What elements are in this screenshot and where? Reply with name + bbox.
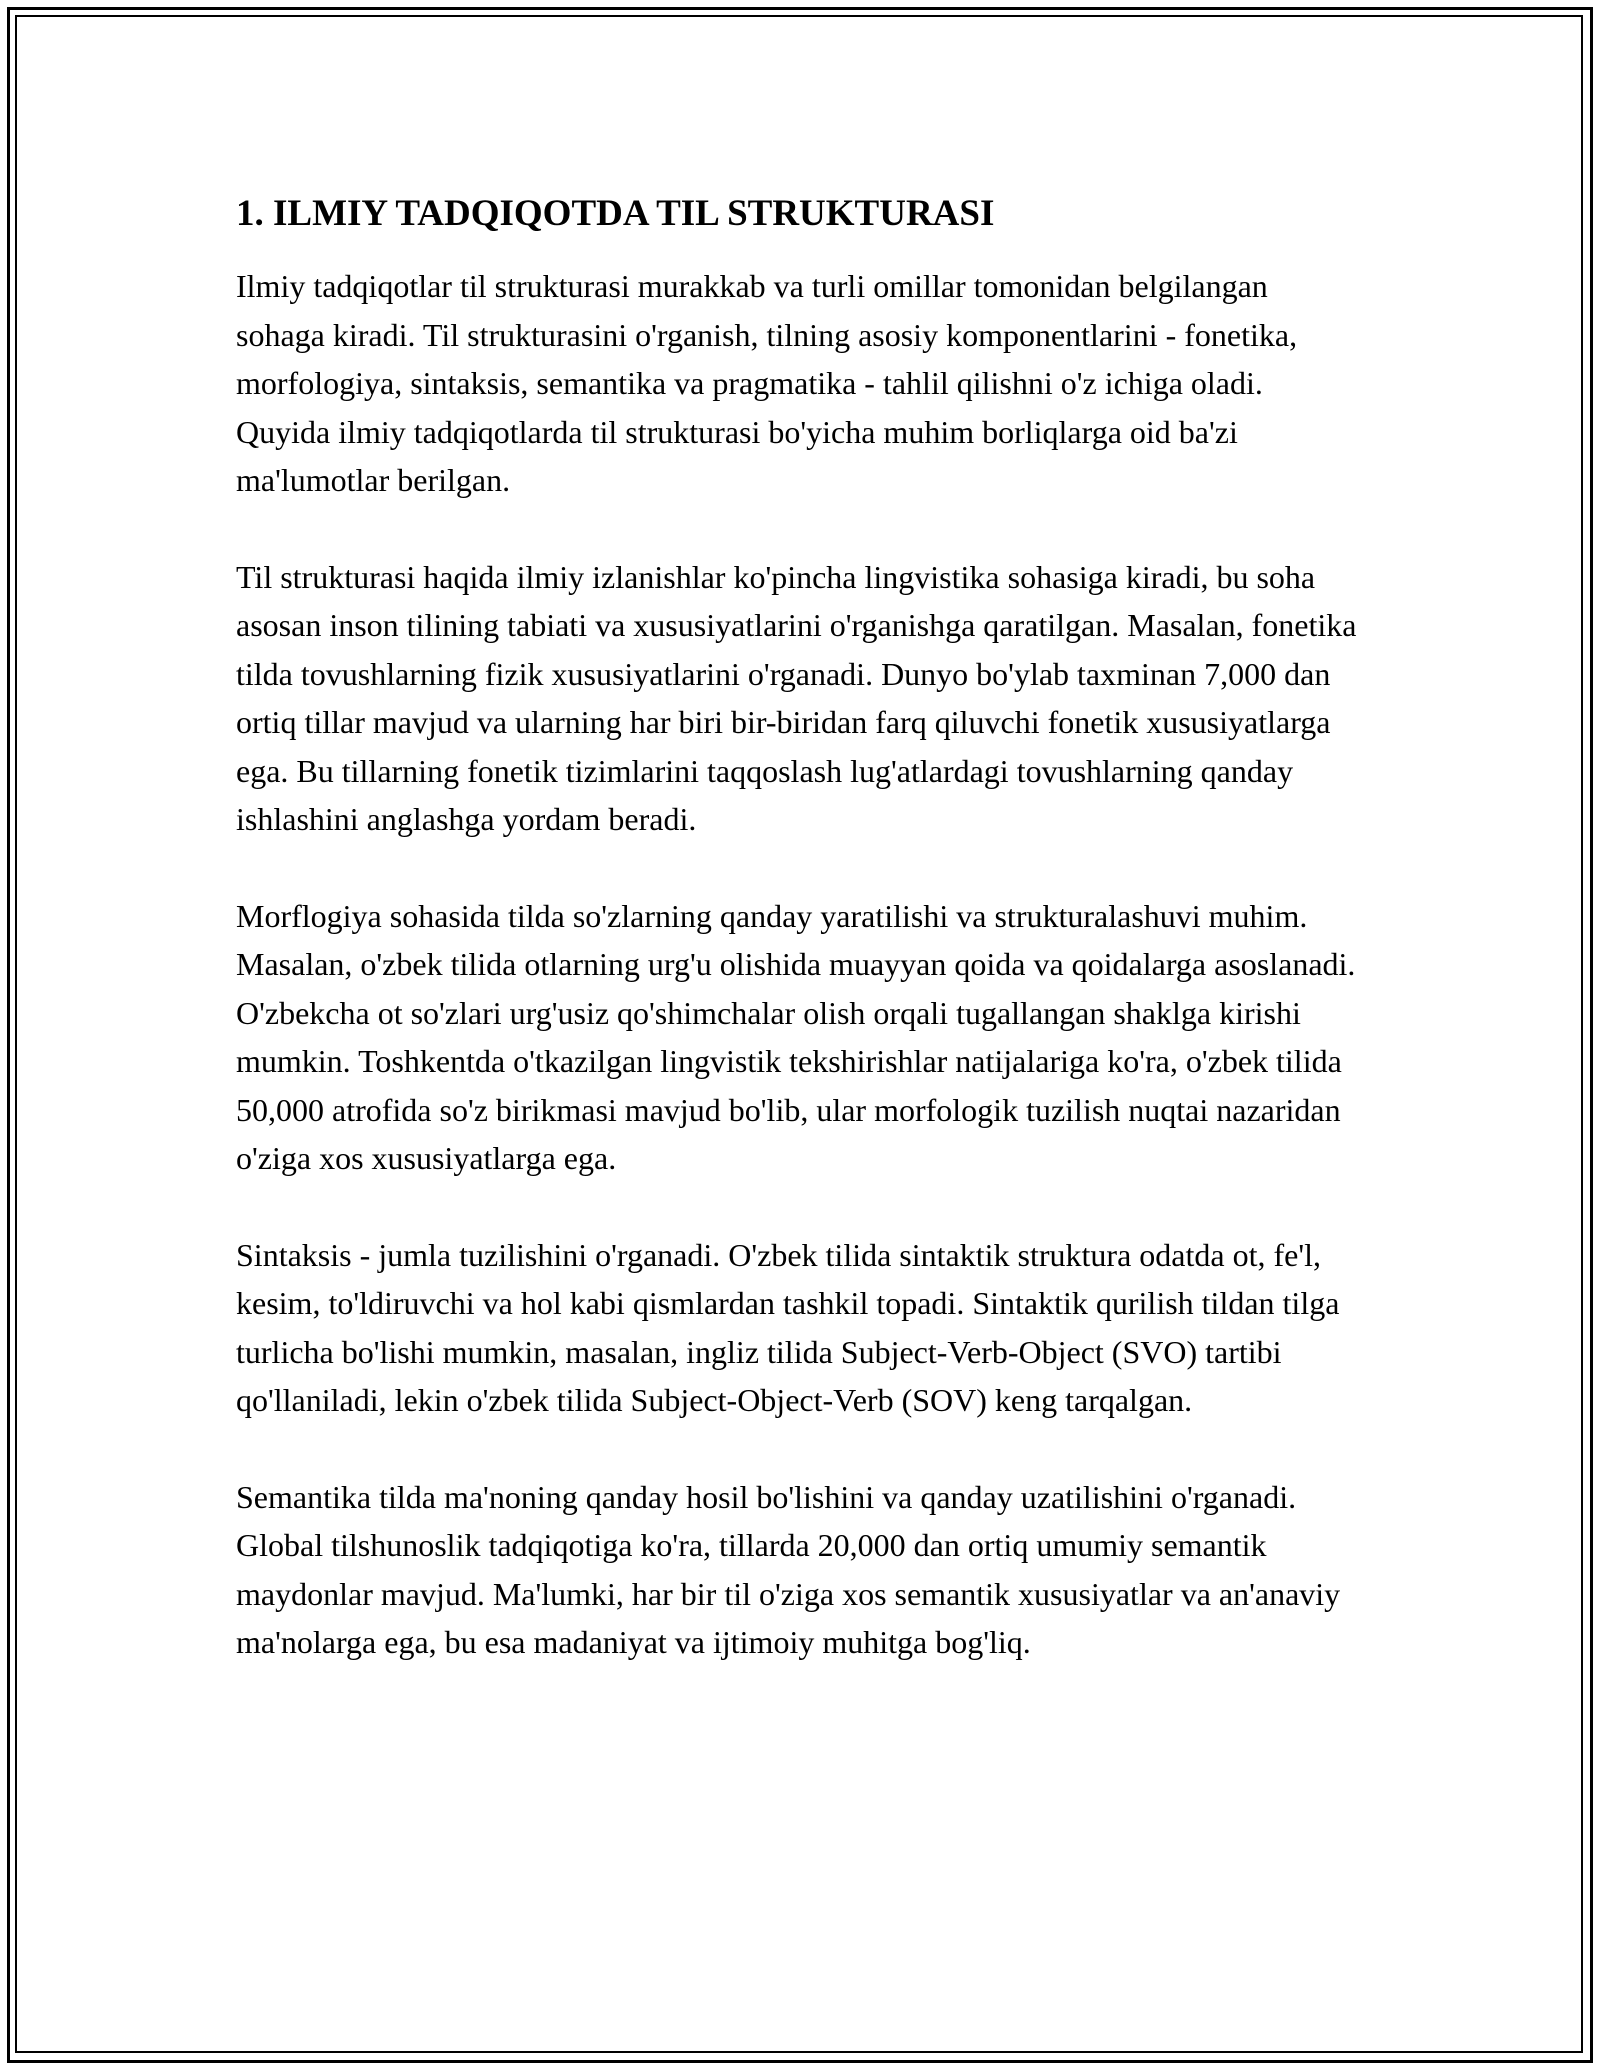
paragraph-intro: Ilmiy tadqiqotlar til strukturasi murakkab va turli omillar tomonidan belgilangan sohaga kiradi. Til strukturasini o'rganish, tilning asosiy komponentlarini - fonetika, morfologiya, sintaksis, semantika va pragmatika - tahlil qilishni o'z ichiga oladi. Quyida ilmiy tadqiqotlarda til strukturasi bo'yicha muhim borliqlarga oid ba'zi ma'lumotlar berilgan. — [236, 268, 1298, 498]
section-heading: 1. ILMIY TADQIQOTDA TIL STRUKTURASI — [236, 193, 995, 234]
paragraph-semantics: Semantika tilda ma'noning qanday hosil bo'lishini va qanday uzatilishini o'rganadi. Global tilshunoslik tadqiqotiga ko'ra, tillarda 20,000 dan ortiq umumiy semantik maydonlar mavjud. Ma'lumki, har bir til o'ziga xos semantik xususiyatlar va an'anaviy ma'nolarga ega, bu esa madaniyat va ijtimoiy muhitga bog'liq. — [236, 1478, 1341, 1660]
paragraph-morphology: Morflogiya sohasida tilda so'zlarning qanday yaratilishi va strukturalashuvi muhim. Masalan, o'zbek tilida otlarning urg'u olishida muayyan qoida va qoidalarga asoslanadi. O'zbekcha ot so'zlari urg'usiz qo'shimchalar olish orqali tugallangan shaklga kirishi mumkin. Toshkentda o'tkazilgan lingvistik tekshirishlar natijalariga ko'ra, o'zbek tilida 50,000 atrofida so'z birikmasi mavjud bo'lib, ular morfologik tuzilish nuqtai nazaridan o'ziga xos xususiyatlarga ega. — [236, 897, 1356, 1176]
paragraph-syntax: Sintaksis - jumla tuzilishini o'rganadi. O'zbek tilida sintaktik struktura odatda ot, fe'l, kesim, to'ldiruvchi va hol kabi qismlardan tashkil topadi. Sintaktik qurilish tildan tilga turlicha bo'lishi mumkin, masalan, ingliz tilida Subject-Verb-Object (SVO) tartibi qo'llaniladi, lekin o'zbek tilida Subject-Object-Verb (SOV) keng tarqalgan. — [236, 1236, 1340, 1418]
paragraph-phonetics: Til strukturasi haqida ilmiy izlanishlar ko'pincha lingvistika sohasiga kiradi, bu soha asosan inson tilining tabiati va xususiyatlarini o'rganishga qaratilgan. Masalan, fonetika tilda tovushlarning fizik xususiyatlarini o'rganadi. Dunyo bo'ylab taxminan 7,000 dan ortiq tillar mavjud va ularning har biri bir-biridan farq qiluvchi fonetik xususiyatlarga ega. Bu tillarning fonetik tizimlarini taqqoslash lug'atlardagi tovushlarning qanday ishlashini anglashga yordam beradi. — [236, 558, 1357, 837]
document-body — [236, 188, 1364, 1715]
